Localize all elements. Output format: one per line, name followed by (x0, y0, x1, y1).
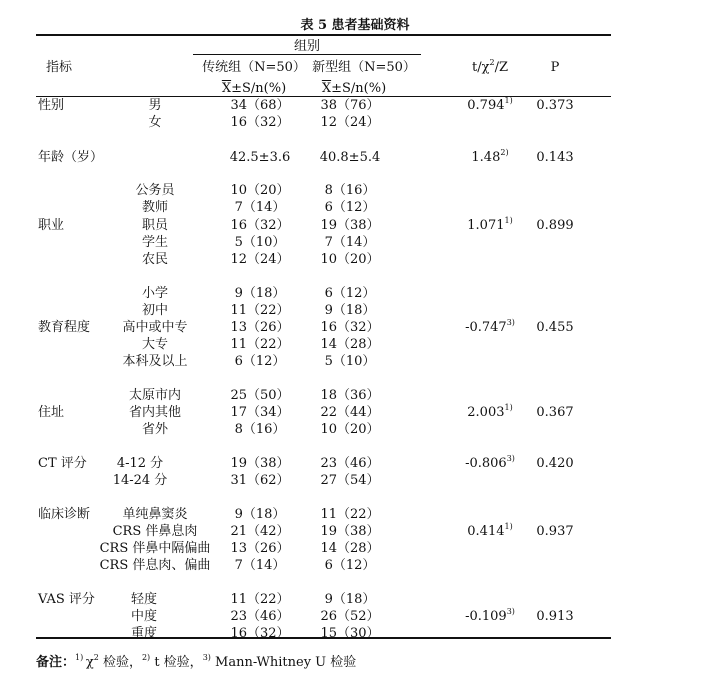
row-subcategory: 小学 (141, 286, 168, 301)
cell-traditional: 10（20） (230, 183, 290, 198)
row-subcategory: 单纯鼻窦炎 (122, 507, 188, 522)
row-subcategory: 学生 (141, 235, 168, 250)
stat-value: 0.794 (467, 98, 505, 113)
cell-traditional: 11（22） (230, 592, 290, 607)
cell-new-group: 10（20） (320, 422, 380, 437)
row-subcategory: 公务员 (135, 183, 175, 198)
cell-traditional: 16（32） (230, 218, 290, 233)
stat-value: 0.414 (467, 524, 505, 539)
row-subcategory: 高中或中专 (122, 320, 188, 335)
cell-new-group: 11（22） (320, 507, 380, 522)
stat-value: -0.747 (465, 320, 507, 335)
cell-new-group: 27（54） (320, 473, 380, 488)
cell-traditional: 5（10） (234, 235, 286, 250)
header-new-group: 新型组（N=50） (312, 60, 416, 75)
header-rule (36, 96, 611, 97)
stat-test-mark: 2) (500, 147, 509, 157)
footnote: 备注：$^{1)}$ $\chi^2$ 检验，$^{2)}$ t 检验，$^{3)}$ Mann-Whitney U 检验 (36, 652, 357, 670)
cell-traditional: 6（12） (234, 354, 286, 369)
cell-new-group: 9（18） (324, 592, 376, 607)
cell-traditional: 42.5±3.6 (229, 150, 291, 165)
stat-value: 2.003 (467, 405, 505, 420)
stat-value: 1.071 (467, 218, 505, 233)
row-subcategory: 女 (148, 115, 162, 130)
row-category: 年龄（岁） (38, 150, 104, 165)
row-category: 教育程度 (38, 320, 91, 335)
cell-traditional: 16（32） (230, 115, 290, 130)
header-unit-traditional: $\overline{X}\pm S/n(\%)$ (221, 81, 287, 96)
group-rule (193, 54, 421, 55)
cell-new-group: 18（36） (320, 388, 380, 403)
cell-new-group: 8（16） (324, 183, 376, 198)
cell-new-group: 10（20） (320, 252, 380, 267)
cell-new-group: 40.8±5.4 (319, 150, 381, 165)
cell-traditional: 31（62） (230, 473, 290, 488)
header-stat: $t/\chi^2/Z$ (472, 57, 508, 75)
cell-new-group: 38（76） (320, 98, 380, 113)
row-subcategory: 省内其他 (128, 405, 181, 420)
row-category: 性别 (38, 98, 65, 113)
row-category: 住址 (38, 405, 65, 420)
row-subcategory: 4-12 分 (116, 456, 164, 471)
header-traditional: 传统组（N=50） (202, 60, 306, 75)
row-subcategory: CRS 伴鼻中隔偏曲 (99, 541, 211, 556)
cell-new-group: 16（32） (320, 320, 380, 335)
cell-new-group: 7（14） (324, 235, 376, 250)
cell-new-group: 19（38） (320, 524, 380, 539)
row-subcategory: 省外 (141, 422, 168, 437)
header-p: P (550, 60, 560, 75)
cell-traditional: 25（50） (230, 388, 290, 403)
cell-traditional: 9（18） (234, 507, 286, 522)
row-category: 职业 (38, 218, 65, 233)
cell-new-group: 6（12） (324, 558, 376, 573)
cell-new-group: 12（24） (320, 115, 380, 130)
cell-new-group: 22（44） (320, 405, 380, 420)
row-category: VAS 评分 (38, 592, 95, 607)
row-subcategory: 教师 (141, 200, 168, 215)
cell-traditional: 34（68） (230, 98, 290, 113)
header-indicator: 指标 (46, 60, 73, 75)
cell-traditional: 21（42） (230, 524, 290, 539)
stat-test-mark: 1) (504, 95, 513, 105)
cell-p-value: 0.420 (536, 456, 574, 471)
cell-p-value: 0.373 (536, 98, 574, 113)
top-rule (36, 34, 611, 36)
cell-p-value: 0.937 (536, 524, 574, 539)
row-subcategory: 重度 (130, 626, 157, 641)
cell-traditional: 12（24） (230, 252, 290, 267)
stat-test-mark: 3) (506, 453, 515, 463)
cell-traditional: 11（22） (230, 337, 290, 352)
row-subcategory: 大专 (141, 337, 168, 352)
row-subcategory: 农民 (141, 252, 168, 267)
row-subcategory: 中度 (130, 609, 157, 624)
stat-test-mark: 1) (504, 215, 513, 225)
cell-new-group: 6（12） (324, 200, 376, 215)
stat-test-mark: 3) (506, 606, 515, 616)
cell-p-value: 0.367 (536, 405, 574, 420)
row-category: 临床诊断 (38, 507, 91, 522)
cell-new-group: 26（52） (320, 609, 380, 624)
cell-traditional: 9（18） (234, 286, 286, 301)
cell-p-value: 0.455 (536, 320, 574, 335)
cell-traditional: 13（26） (230, 320, 290, 335)
stat-value: -0.806 (465, 456, 507, 471)
cell-new-group: 9（18） (324, 303, 376, 318)
cell-p-value: 0.913 (536, 609, 574, 624)
stat-value: -0.109 (465, 609, 507, 624)
cell-new-group: 5（10） (324, 354, 376, 369)
stat-test-mark: 1) (504, 521, 513, 531)
stat-test-mark: 3) (506, 317, 515, 327)
cell-new-group: 23（46） (320, 456, 380, 471)
row-subcategory: 本科及以上 (122, 354, 188, 369)
cell-traditional: 16（32） (230, 626, 290, 641)
header-unit-new: $\overline{X}\pm S/n(\%)$ (321, 81, 387, 96)
row-subcategory: 初中 (141, 303, 168, 318)
cell-traditional: 23（46） (230, 609, 290, 624)
row-category: CT 评分 (38, 456, 87, 471)
cell-traditional: 7（14） (234, 558, 286, 573)
row-subcategory: 职员 (141, 218, 168, 233)
cell-p-value: 0.143 (536, 150, 574, 165)
cell-traditional: 8（16） (234, 422, 286, 437)
row-subcategory: CRS 伴息肉、偏曲 (99, 558, 211, 573)
cell-traditional: 19（38） (230, 456, 290, 471)
cell-new-group: 6（12） (324, 286, 376, 301)
header-group: 组别 (293, 39, 320, 54)
cell-new-group: 14（28） (320, 337, 380, 352)
cell-p-value: 0.899 (536, 218, 574, 233)
row-subcategory: CRS 伴鼻息肉 (112, 524, 198, 539)
cell-new-group: 19（38） (320, 218, 380, 233)
row-subcategory: 轻度 (130, 592, 157, 607)
cell-new-group: 15（30） (320, 626, 380, 641)
stat-test-mark: 1) (504, 402, 513, 412)
row-subcategory: 14-24 分 (112, 473, 168, 488)
cell-traditional: 17（34） (230, 405, 290, 420)
cell-traditional: 13（26） (230, 541, 290, 556)
stat-value: 1.48 (471, 150, 501, 165)
cell-traditional: 11（22） (230, 303, 290, 318)
cell-traditional: 7（14） (234, 200, 286, 215)
row-subcategory: 太原市内 (128, 388, 181, 403)
cell-new-group: 14（28） (320, 541, 380, 556)
table-title: 表 5 患者基础资料 (300, 18, 410, 33)
row-subcategory: 男 (148, 98, 162, 113)
